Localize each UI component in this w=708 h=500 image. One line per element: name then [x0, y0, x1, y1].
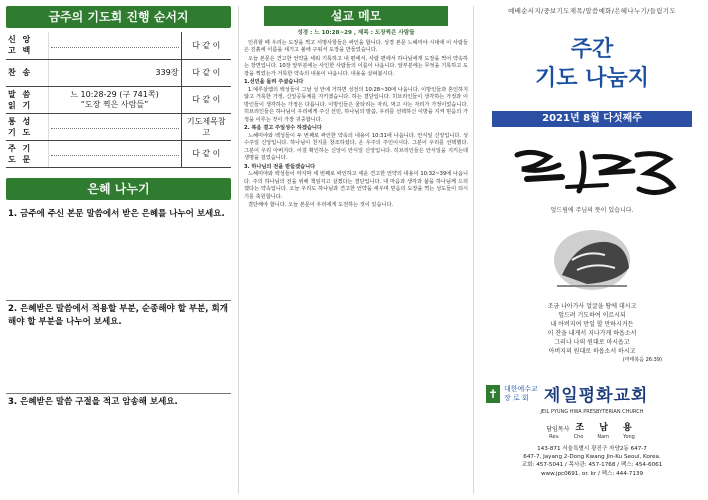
order-row [6, 86, 231, 113]
order-label: 찬 송 [6, 59, 48, 86]
sermon-title: 설교 메모 [264, 6, 448, 26]
cover-title-2: 기도 나눔지 [535, 66, 649, 91]
church-english-name: JEIL PYUNG HWA PRESBYTERIAN CHURCH [540, 409, 644, 415]
verse-line: 아버지의 원대로 하옵소서 하시고 [548, 348, 636, 355]
order-label: 신 앙 고 백 [6, 32, 48, 59]
church-header [482, 381, 702, 406]
order-middle: 339장 [48, 59, 181, 86]
cross-icon: ✝ [487, 386, 499, 401]
order-middle-2: “도장 찍은 사람들” [80, 99, 149, 109]
pastor-rom-part: Rev. [549, 434, 560, 440]
church-name: 제일평화교회 [543, 386, 649, 406]
verse-line: 조금 나아가사 얼굴을 땅에 대시고 [547, 303, 637, 310]
calligraphy-icon [487, 143, 697, 203]
sermon-paragraph: 오늘 본문은 견고한 언약을 세워 기록하고 내 편에서, 사람 편에서 하나님에게 도장을 찍어 약속하는 장면입니다. 10장 앞부분에는 사인한 사람들의 이름이 나옵니다. 앞부분에는 무엇을 기록하고 도장을 찍었는가 거룩한 약속의 내용이 나옵니다. 내용을 살펴봅시다. [244, 55, 468, 77]
dotted-line [51, 155, 179, 156]
sermon-section-title: 1.선민을 돌려 주셨습니다 [244, 79, 304, 85]
grace-item: 3. 은혜받은 말씀 구절을 적고 암송해 보세요. [8, 396, 178, 407]
grace-item: 1. 금주에 주신 본문 말씀에서 받은 은혜를 나누어 보세요. [6, 206, 231, 301]
order-right: 다 같 이 [181, 86, 231, 113]
pastor-block [482, 420, 702, 433]
sermon-section-text: 1.예루살렘의 백성들이 그날 성 안에 거하면 성전의 10:28~30에 나옵니다. 이방인들과 혼인하지 않고 거룩한 가정, 신앙공동체를 지키겠습니다. 하는 결단입니다. 히브리인들이 생각하는 가정과 이방인들이 생각하는 가정은 다릅니다. 이방인들은 울타리는 자리, 먹고 사는 자리가 가정이었습니다. 히브리인들은 하나님이 우리에게 주신 선민, 하나님의 말씀, 우리를 선택하신 이방을 지켜 믿음의 가정을 이루는 것이 가장 귀중합니다. [244, 86, 468, 123]
order-title: 금주의 기도회 진행 순서지 [6, 6, 231, 28]
grace-title: 은혜 나누기 [6, 178, 231, 200]
order-panel [0, 0, 237, 500]
grace-item: 2. 은혜받은 말씀에서 적용할 부분, 순종해야 할 부분, 회개해야 할 부분을 나누어 보세요. [6, 301, 231, 394]
order-row [6, 113, 231, 140]
verse-reference: (마태복음 26:39) [622, 357, 662, 363]
order-right: 다 같 이 [181, 32, 231, 59]
address-line: www.jpc0691. or. kr / 팩스: 444-7139 [540, 470, 644, 477]
divider [238, 6, 239, 494]
dotted-line [51, 47, 179, 48]
art-caption: 엎드림에 주님의 뜻이 있습니다. [550, 207, 634, 214]
sermon-section-text: 느헤미야와 백성들이 마지막 세 번째로 싸인하고 세운 견고한 언약의 내용이 10:32~39에 나옵니다. 주의 하나님의 전을 위해 책임지고 살겠다는 결단입니다. 내 마음과 생각과 삶을 하나님께 드리겠다는 약속입니다. 오늘 우리도 하나님과 견고한 언약을 세우며 믿음의 도장을 찍는 성도들이 되시기를 축원합니다. [244, 171, 468, 200]
sermon-paragraph: 인류할 때 우리는 도장을 찍고 서명사항들은 싸인을 합니다. 성경 본문 느헤미야 시대에 이 사람들은 진흙에 이름을 새기고 불에 구워서 도장을 만들었습니다. [244, 39, 468, 53]
grace-list [6, 206, 231, 484]
denomination [504, 385, 538, 403]
order-table [6, 32, 231, 168]
order-right: 다 같 이 [181, 140, 231, 167]
sermon-panel [240, 0, 472, 500]
pastor-rom-part: Yong [623, 434, 635, 440]
pastor-rom-part: Cho [573, 434, 584, 440]
verse-block [482, 302, 702, 365]
sermon-body [244, 30, 468, 210]
order-right: 다 같 이 [181, 59, 231, 86]
dotted-line [51, 128, 179, 129]
denomination-line-1: 대한예수교 [504, 384, 538, 393]
sermon-heading: 성경 : 느 10:28~29 , 제목 : 도장찍은 사람들 [297, 30, 415, 36]
verse-line: 그러나 나의 원대로 마시옵고 [554, 339, 630, 346]
church-address [482, 445, 702, 478]
cover-panel [476, 0, 708, 500]
sermon-section-title: 3. 하나님의 전을 받들겠습니다 [244, 163, 316, 170]
denomination-line-2: 장 로 회 [504, 393, 529, 402]
verse-line: 엎드려 기도하여 이르시되 [558, 312, 626, 319]
order-row [6, 59, 231, 86]
verse-line: 내 아버지여 만일 할 만하시거든 [550, 321, 634, 328]
order-label: 통 성 기 도 [6, 113, 48, 140]
address-line: 143-871 서울특별시 광진구 자양2동 647-7 [537, 446, 647, 452]
week-badge: 2021년 8월 다섯째주 [492, 111, 692, 127]
divider [473, 6, 474, 494]
order-label: 말 씀 읽 기 [6, 86, 48, 113]
sermon-closing: 결단해야 합니다. 오늘 본문이 우리에게 도전하는 것이 있습니다. [248, 202, 394, 208]
address-line: 647-7, Jayang 2-Dong Kwang Jin-Ku Seoul, Korea. [523, 454, 661, 461]
sermon-section-text: 느헤미야와 백성들이 두 번째로 싸인한 약속의 내용이 10:31에 나옵니다. 안식일 신앙입니다. 성수주일 신앙입니다. 하나님이 천지를 창조하셨다, 온 우주의 주인이시다. 그분이 우리를 선택했다. 그분이 우리 아버지다. 이걸 확인하는 신앙이 안식일 신앙입니다. 히브리인들은 안식일을 지키는데 생명을 걸었습니다. [244, 132, 468, 161]
sermon-section-title: 2. 복음 결고 주일성수 하겠습니다 [244, 125, 322, 131]
order-row [6, 32, 231, 59]
praying-figure-illustration [517, 220, 667, 298]
calligraphy-art [487, 143, 697, 203]
cover-topline: 예배순서지/중보기도제목/말씀예화/은혜나누기/들림기도 [508, 7, 676, 15]
cover-title-1: 주간 [570, 37, 614, 62]
order-label: 주 기 도 문 [6, 140, 48, 167]
order-middle: 느 10:28-29 (구 741쪽) [70, 89, 159, 99]
verse-line: 이 잔을 내게서 지나가게 하옵소서 [547, 330, 637, 337]
address-line: 교회: 457-5041 / 목사관: 457-1768 / 팩스: 454-6061 [521, 462, 663, 469]
pastor-rom-part: Nam [597, 434, 610, 440]
pastor-name: 조 남 용 [575, 423, 638, 433]
pastor-label: 담임목사 [546, 426, 570, 433]
praying-figure-icon [517, 220, 667, 298]
pastor-romanized [482, 434, 702, 440]
order-row [6, 140, 231, 167]
order-right: 기도제목참고 [181, 113, 231, 140]
